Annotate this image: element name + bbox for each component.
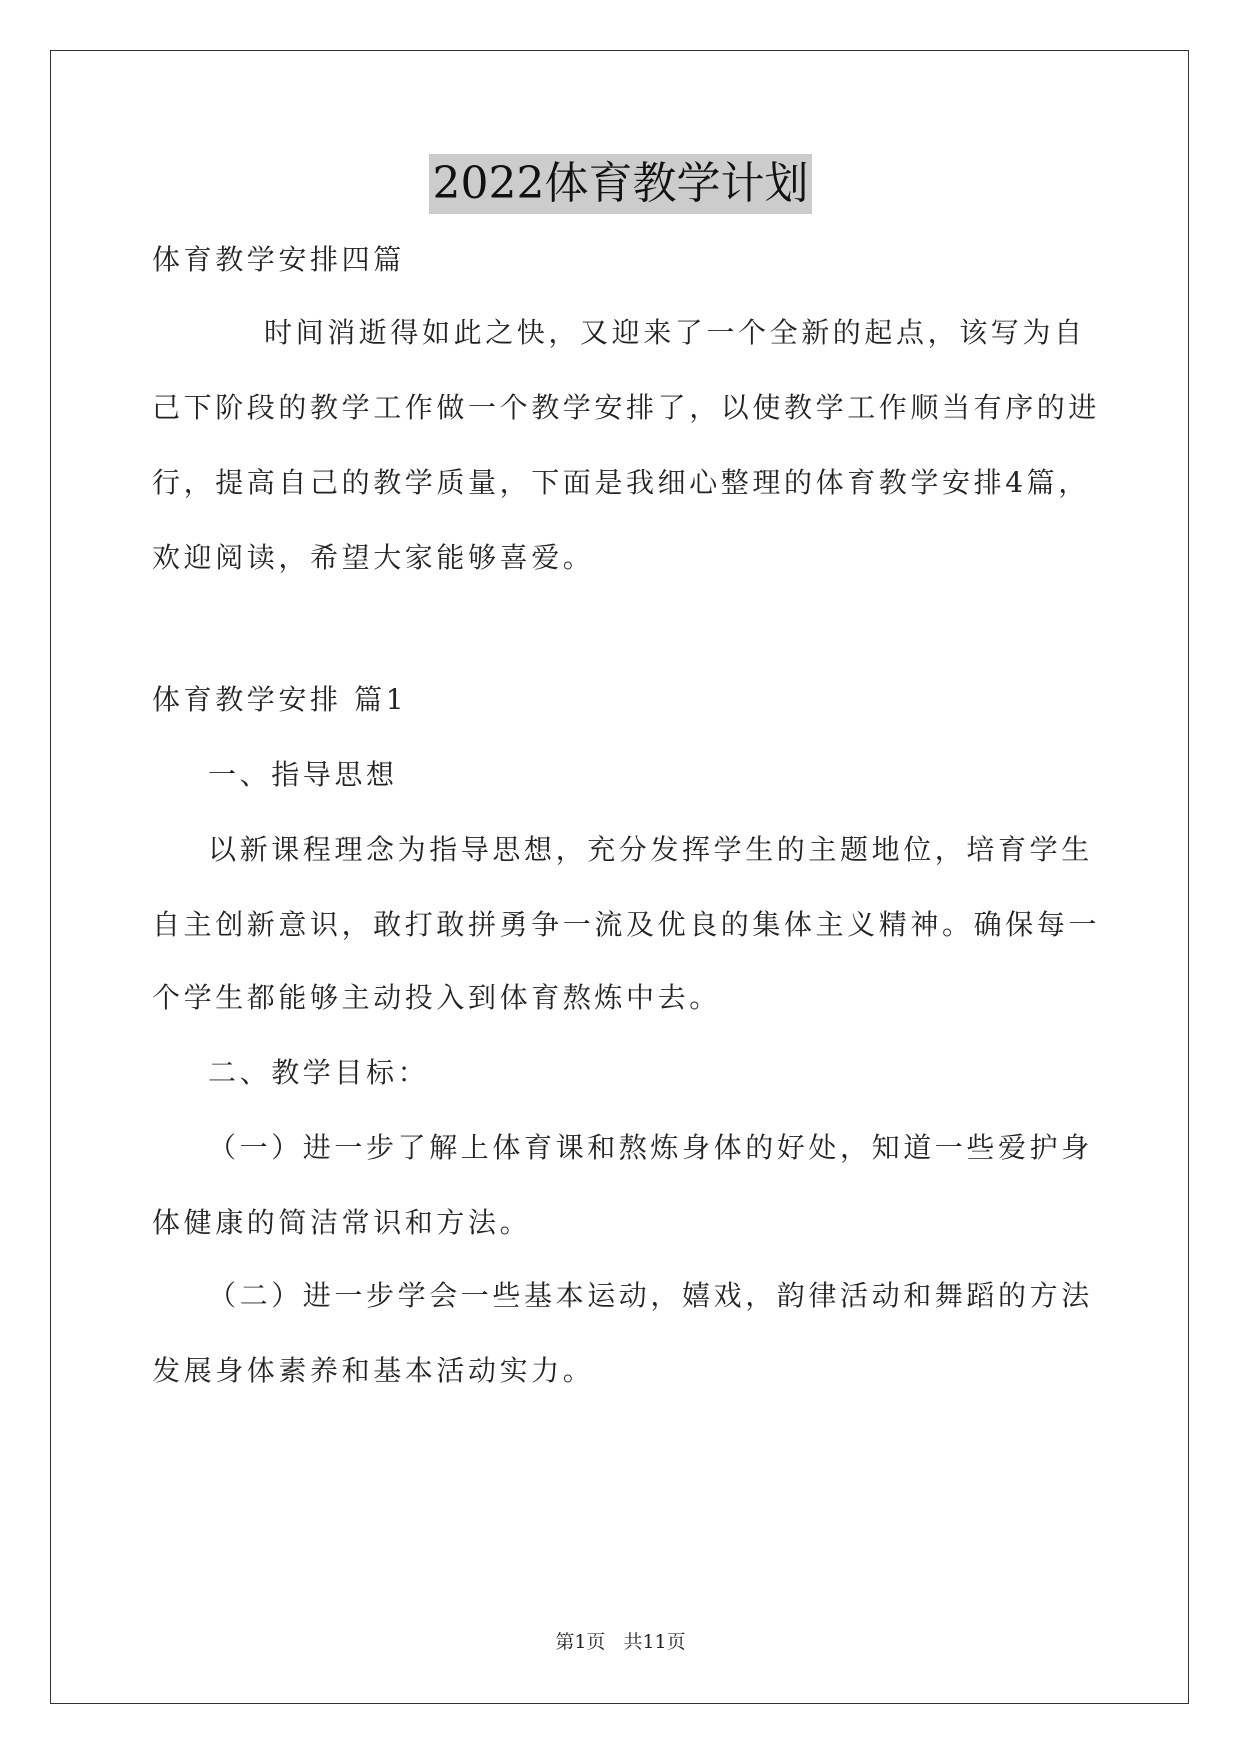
item-2-line-1: （二）进一步学会一些基本运动，嬉戏，韵律活动和舞蹈的方法	[208, 1279, 1093, 1312]
intro-line-1: 时间消逝得如此之快，又迎来了一个全新的起点，该写为自	[264, 316, 1086, 349]
heading-teaching-goals: 二、教学目标：	[208, 1056, 430, 1089]
para-1-line-3: 个学生都能够主动投入到体育熬炼中去。	[152, 981, 721, 1014]
para-1-line-2: 自主创新意识，敢打敢拼勇争一流及优良的集体主义精神。确保每一	[152, 908, 1101, 941]
page-border	[50, 50, 1189, 1704]
item-2-line-2: 发展身体素养和基本活动实力。	[152, 1354, 595, 1387]
section-heading: 体育教学安排 篇1	[152, 683, 408, 716]
intro-line-2: 己下阶段的教学工作做一个教学安排了，以使教学工作顺当有序的进	[152, 391, 1101, 424]
intro-line-4: 欢迎阅读，希望大家能够喜爱。	[152, 541, 595, 574]
document-title-wrap	[0, 154, 1241, 214]
heading-guiding-ideology: 一、指导思想	[208, 758, 398, 791]
document-subtitle: 体育教学安排四篇	[152, 243, 405, 276]
item-1-line-1: （一）进一步了解上体育课和熬炼身体的好处，知道一些爱护身	[208, 1131, 1093, 1164]
page-number: 第1页	[555, 1631, 606, 1653]
page-footer	[0, 1627, 1241, 1654]
page-total: 共11页	[623, 1631, 686, 1653]
item-1-line-2: 体健康的简洁常识和方法。	[152, 1206, 532, 1239]
para-1-line-1: 以新课程理念为指导思想，充分发挥学生的主题地位，培育学生	[208, 833, 1093, 866]
document-title: 2022体育教学计划	[429, 154, 813, 214]
intro-line-3: 行，提高自己的教学质量，下面是我细心整理的体育教学安排4篇，	[152, 466, 1090, 499]
